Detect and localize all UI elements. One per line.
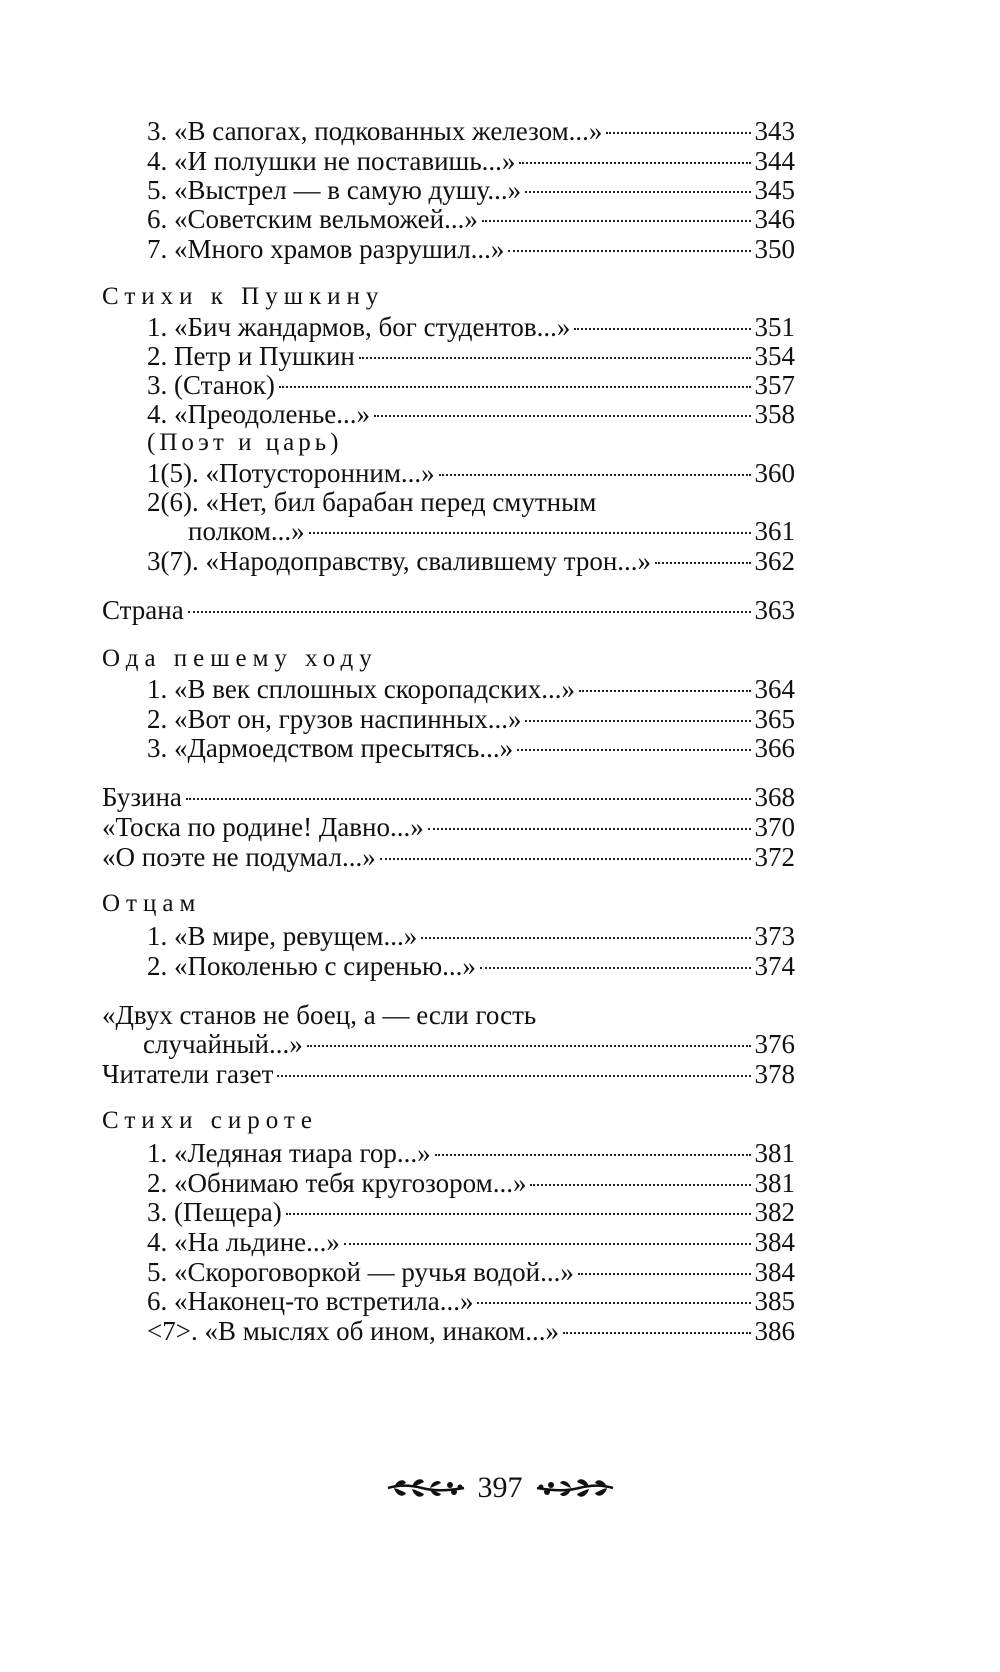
entry-title: 5. «Выстрел — в самую душу...»: [147, 175, 522, 205]
leader-dots: [477, 1301, 750, 1304]
entry-page: 345: [754, 175, 795, 205]
toc-entry: [147, 950, 795, 982]
entry-page: 366: [754, 733, 795, 763]
entry-page: 363: [754, 595, 795, 625]
entry-title: 7. «Много храмов разрушил...»: [147, 234, 505, 264]
leader-dots: [309, 531, 751, 534]
leaf-ornament-icon: [386, 1475, 466, 1501]
leader-dots: [525, 190, 750, 193]
entry-page: 351: [754, 312, 795, 342]
entry-page: 381: [754, 1138, 795, 1168]
toc-entry: [147, 1315, 795, 1347]
entry-page: 357: [754, 370, 795, 400]
entry-page: 376: [754, 1029, 795, 1059]
toc-entry: [147, 1137, 795, 1169]
entry-page: 344: [754, 146, 795, 176]
toc-entry: [102, 594, 795, 626]
entry-page: 386: [754, 1316, 795, 1346]
entry-title: 3. (Пещера): [147, 1197, 282, 1227]
section-heading: Отцам: [102, 890, 202, 917]
toc-entry: [147, 1226, 795, 1258]
toc-entry: [147, 1256, 795, 1288]
page-number: 397: [477, 1471, 523, 1504]
entry-page: 364: [754, 674, 795, 704]
leader-dots: [435, 1153, 751, 1156]
entry-title: 3(7). «Народоправству, свалившему трон...»: [147, 546, 652, 576]
section-heading: Стихи сироте: [102, 1107, 318, 1134]
toc-entry: [147, 703, 795, 735]
leader-dots: [279, 385, 751, 388]
entry-page: 384: [754, 1257, 795, 1287]
subsection-heading: (Поэт и царь): [147, 429, 343, 456]
entry-page: 378: [754, 1059, 795, 1089]
entry-page: 372: [754, 842, 795, 872]
toc-entry: [102, 811, 795, 843]
entry-page: 374: [754, 951, 795, 981]
entry-page: 358: [754, 399, 795, 429]
leader-dots: [482, 219, 751, 222]
leader-dots: [525, 719, 750, 722]
leaf-ornament-icon: [535, 1475, 615, 1501]
entry-title: 6. «Наконец-то встретила...»: [147, 1286, 474, 1316]
leader-dots: [517, 748, 750, 751]
toc-entry: [147, 1285, 795, 1317]
toc-entry: [147, 1167, 795, 1199]
toc-entry: [147, 398, 795, 430]
leader-dots: [277, 1074, 750, 1077]
entry-page: 382: [754, 1197, 795, 1227]
toc-entry: [143, 1028, 795, 1060]
toc-entry: [188, 515, 795, 547]
leader-dots: [344, 1242, 751, 1245]
toc-entry-continued: «Двух станов не боец, а — если гость: [102, 1000, 537, 1030]
entry-title: случайный...»: [143, 1029, 303, 1059]
entry-title: 3. (Станок): [147, 370, 275, 400]
page-footer: [0, 1470, 1000, 1506]
entry-title: 5. «Скороговоркой — ручья водой...»: [147, 1257, 574, 1287]
toc-entry: [147, 340, 795, 372]
leader-dots: [428, 827, 751, 830]
toc-entry: [102, 1058, 795, 1090]
leader-dots: [439, 473, 751, 476]
leader-dots: [563, 1331, 751, 1334]
leader-dots: [530, 1183, 750, 1186]
entry-title: 2. «Поколенью с сиренью...»: [147, 951, 476, 981]
entry-title: <7>. «В мыслях об ином, инаком...»: [147, 1316, 559, 1346]
toc-entry: [147, 203, 795, 235]
entry-page: 370: [754, 812, 795, 842]
entry-title: 2. «Вот он, грузов наспинных...»: [147, 704, 522, 734]
leader-dots: [579, 689, 751, 692]
toc-entry-continued: 2(6). «Нет, бил барабан перед смутным: [147, 487, 597, 517]
toc-entry: [147, 545, 795, 577]
entry-page: 368: [754, 782, 795, 812]
entry-page: 350: [754, 234, 795, 264]
entry-title: «О поэте не подумал...»: [102, 842, 376, 872]
entry-page: 346: [754, 204, 795, 234]
entry-title: 4. «И полушки не поставишь...»: [147, 146, 516, 176]
leader-dots: [578, 1272, 751, 1275]
leader-dots: [359, 356, 751, 359]
toc-entry: [147, 115, 795, 147]
entry-title: 1. «Бич жандармов, бог студентов...»: [147, 312, 571, 342]
entry-title: «Тоска по родине! Давно...»: [102, 812, 424, 842]
leader-dots: [421, 936, 750, 939]
entry-page: 384: [754, 1227, 795, 1257]
entry-page: 385: [754, 1286, 795, 1316]
entry-page: 381: [754, 1168, 795, 1198]
leader-dots: [606, 131, 750, 134]
entry-title: 4. «Преодоленье...»: [147, 399, 371, 429]
toc-entry: [147, 1196, 795, 1228]
entry-page: 343: [754, 116, 795, 146]
entry-title: Страна: [102, 595, 184, 625]
entry-title: 4. «На льдине...»: [147, 1227, 340, 1257]
entry-title: 1. «В мире, ревущем...»: [147, 921, 418, 951]
toc-entry: [102, 781, 795, 813]
leader-dots: [519, 161, 750, 164]
entry-title: 2. Петр и Пушкин: [147, 341, 355, 371]
entry-title: 1. «Ледяная тиара гор...»: [147, 1138, 431, 1168]
toc-entry: [147, 457, 795, 489]
entry-page: 362: [754, 546, 795, 576]
entry-title: 6. «Советским вельможей...»: [147, 204, 478, 234]
toc-entry: [147, 920, 795, 952]
entry-title: 1. «В век сплошных скоропадских...»: [147, 674, 575, 704]
toc-entry: [147, 174, 795, 206]
entry-page: 361: [754, 516, 795, 546]
entry-page: 354: [754, 341, 795, 371]
leader-dots: [480, 966, 751, 969]
entry-title: 2. «Обнимаю тебя кругозором...»: [147, 1168, 527, 1198]
toc-entry: [147, 145, 795, 177]
leader-dots: [574, 327, 750, 330]
leader-dots: [307, 1044, 751, 1047]
entry-page: 360: [754, 458, 795, 488]
entry-page: 365: [754, 704, 795, 734]
entry-title: 3. «В сапогах, подкованных железом...»: [147, 116, 603, 146]
toc-entry: [147, 673, 795, 705]
entry-title: Читатели газет: [102, 1059, 274, 1089]
leader-dots: [186, 797, 751, 800]
entry-title: 1(5). «Потусторонним...»: [147, 458, 435, 488]
leader-dots: [286, 1212, 751, 1215]
entry-title: Бузина: [102, 782, 182, 812]
toc-entry: [147, 233, 795, 265]
toc-entry: [147, 311, 795, 343]
entry-page: 373: [754, 921, 795, 951]
leader-dots: [374, 414, 750, 417]
section-heading: Ода пешему ходу: [102, 645, 378, 672]
entry-title: 3. «Дармоедством пресытясь...»: [147, 733, 514, 763]
toc-entry: [147, 732, 795, 764]
leader-dots: [188, 610, 751, 613]
section-heading: Стихи к Пушкину: [102, 283, 385, 310]
toc-entry: [102, 841, 795, 873]
toc-entry: [147, 369, 795, 401]
leader-dots: [508, 249, 750, 252]
leader-dots: [380, 857, 751, 860]
leader-dots: [655, 561, 750, 564]
entry-title: полком...»: [188, 516, 305, 546]
